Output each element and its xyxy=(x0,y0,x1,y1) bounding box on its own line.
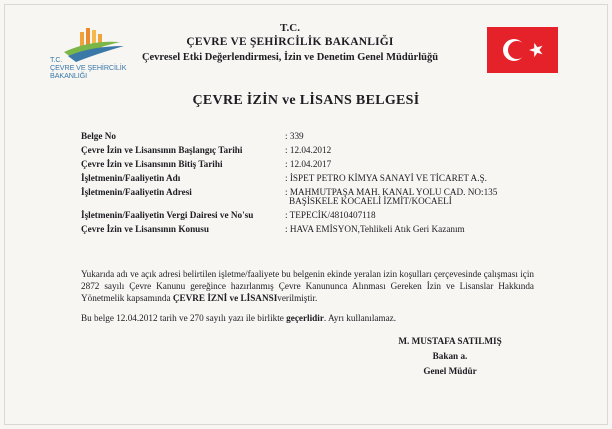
field-value: : 12.04.2017 xyxy=(285,159,332,169)
field-label: İşletmenin/Faaliyetin Adı xyxy=(81,173,181,183)
field-value: : TEPECİK/4810407118 xyxy=(285,210,376,220)
validity-text: Bu belge 12.04.2012 tarih ve 270 sayılı yazı ile birlikte xyxy=(81,313,287,323)
field-value: : 339 xyxy=(285,131,304,141)
validity-paragraph xyxy=(81,312,534,324)
header-tc: T.C. xyxy=(280,22,300,34)
document-header xyxy=(120,22,460,65)
validity-emphasis: geçerlidir xyxy=(286,313,324,323)
statement-text: Yukarıda adı ve açık adresi belirtilen işletme/faaliyete bu belgenin ekinde yeralan izin koşulları çerçevesinde çalışması için 2872 sayılı Çevre Kanunu gereğince hazırlanmış Çevre Kanununca Alınması Gereken İzin ve Lisanslar Hakkında Yönetmelik kapsamında xyxy=(81,269,534,303)
field-row-start-date xyxy=(81,143,561,157)
header-directorate: Çevresel Etki Değerlendirmesi, İzin ve Denetim Genel Müdürlüğü xyxy=(141,52,439,63)
field-label: İşletmenin/Faaliyetin Vergi Dairesi ve No'su xyxy=(81,210,254,220)
field-value: : MAHMUTPAŞA MAH. KANAL YOLU CAD. NO:135 xyxy=(285,187,498,197)
field-label: Çevre İzin ve Lisansının Konusu xyxy=(81,224,209,234)
statement-tail: verilmiştir. xyxy=(277,293,318,303)
field-row-subject xyxy=(81,222,561,236)
signature-block xyxy=(380,334,520,379)
signatory-name: M. MUSTAFA SATILMIŞ xyxy=(398,336,502,346)
field-row-address xyxy=(81,185,561,208)
field-label: İşletmenin/Faaliyetin Adresi xyxy=(81,187,192,197)
field-value: : 12.04.2012 xyxy=(285,145,332,155)
header-ministry: ÇEVRE VE ŞEHİRCİLİK BAKANLIĞI xyxy=(186,36,394,48)
certificate-fields xyxy=(81,129,561,236)
signatory-role-2: Genel Müdür xyxy=(423,366,477,376)
field-row-belge-no xyxy=(81,129,561,143)
statement-paragraph xyxy=(81,268,534,304)
field-value: : İSPET PETRO KİMYA SANAYİ VE TİCARET A.Ş. xyxy=(285,173,487,183)
field-row-tax xyxy=(81,208,561,222)
field-label: Çevre İzin ve Lisansının Bitiş Tarihi xyxy=(81,159,223,169)
field-value-continuation: BAŞİSKELE KOCAELİ İZMİT/KOCAELİ xyxy=(289,196,452,206)
field-label: Belge No xyxy=(81,131,116,141)
logo-line-tc: T.C. xyxy=(50,55,63,64)
logo-line-bakanlik: BAKANLIĞI xyxy=(50,71,88,80)
signatory-role-1: Bakan a. xyxy=(432,351,468,361)
turkish-flag-icon xyxy=(487,27,558,73)
field-row-name xyxy=(81,171,561,185)
statement-emphasis: ÇEVRE İZNİ ve LİSANSI xyxy=(172,293,278,303)
validity-tail: . Ayrı kullanılamaz. xyxy=(323,313,397,323)
logo-text xyxy=(50,56,130,80)
document-title: ÇEVRE İZİN ve LİSANS BELGESİ xyxy=(192,93,420,108)
logo-line-ministry: ÇEVRE VE ŞEHİRCİLİK xyxy=(50,63,127,72)
field-row-end-date xyxy=(81,157,561,171)
field-label: Çevre İzin ve Lisansının Başlangıç Tarihi xyxy=(81,145,243,155)
field-value: : HAVA EMİSYON,Tehlikeli Atık Geri Kazanım xyxy=(285,224,465,234)
